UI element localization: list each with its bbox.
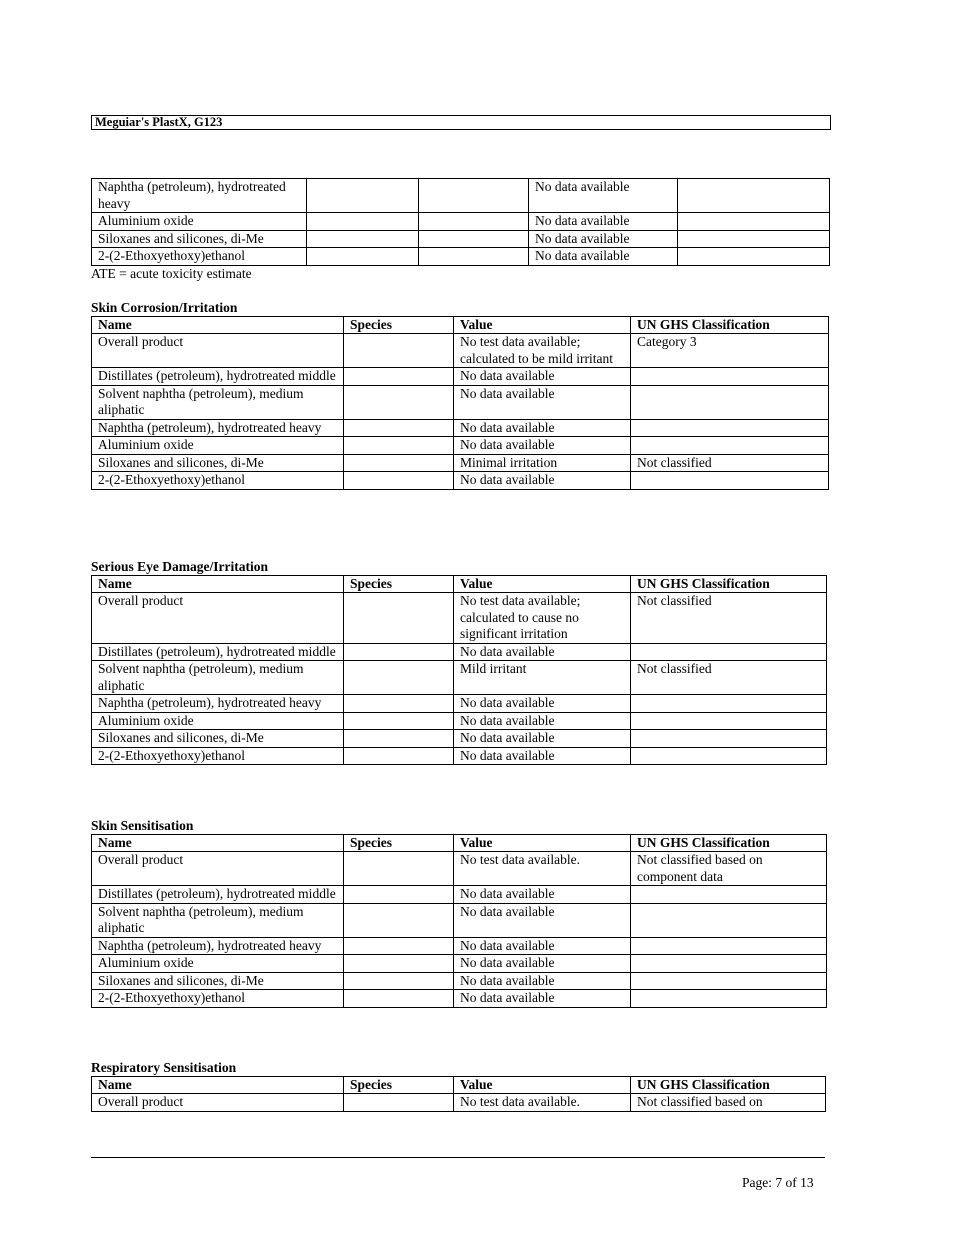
table-cell xyxy=(678,179,830,213)
table-cell: No data available xyxy=(454,972,631,990)
col-header-value: Value xyxy=(454,1077,631,1094)
table-cell: Naphtha (petroleum), hydrotreated heavy xyxy=(92,695,344,713)
table-cell: No data available xyxy=(454,368,631,386)
col-header-ghs: UN GHS Classification xyxy=(631,317,829,334)
table-cell: No data available xyxy=(454,886,631,904)
col-header-species: Species xyxy=(344,317,454,334)
table-cell: Solvent naphtha (petroleum), medium aliphatic xyxy=(92,661,344,695)
table-cell xyxy=(344,972,454,990)
table-cell xyxy=(344,472,454,490)
table-cell: Siloxanes and silicones, di-Me xyxy=(92,972,344,990)
col-header-species: Species xyxy=(344,576,454,593)
table-cell: No data available xyxy=(454,990,631,1008)
table-cell xyxy=(344,747,454,765)
table-header-row xyxy=(92,576,827,593)
table-cell: Distillates (petroleum), hydrotreated middle xyxy=(92,643,344,661)
table-cell: 2-(2-Ethoxyethoxy)ethanol xyxy=(92,472,344,490)
table-row xyxy=(92,472,829,490)
table-cell: Siloxanes and silicones, di-Me xyxy=(92,230,307,248)
col-header-name: Name xyxy=(92,835,344,852)
table-cell: No data available xyxy=(454,695,631,713)
table-cell xyxy=(344,593,454,644)
table-cell: No test data available; calculated to be mild irritant xyxy=(454,334,631,368)
table-cell xyxy=(678,248,830,266)
table-cell: Overall product xyxy=(92,852,344,886)
table-cell: Aluminium oxide xyxy=(92,437,344,455)
table-cell xyxy=(631,385,829,419)
table-row xyxy=(92,972,827,990)
col-header-name: Name xyxy=(92,1077,344,1094)
table-cell: Solvent naphtha (petroleum), medium aliphatic xyxy=(92,385,344,419)
table-cell: Solvent naphtha (petroleum), medium aliphatic xyxy=(92,903,344,937)
table-cell: Minimal irritation xyxy=(454,454,631,472)
table-cell xyxy=(344,695,454,713)
table-cell xyxy=(344,419,454,437)
table-cell xyxy=(419,179,529,213)
table-row xyxy=(92,712,827,730)
table-row xyxy=(92,419,829,437)
table-cell: No data available xyxy=(529,248,678,266)
table-cell: Mild irritant xyxy=(454,661,631,695)
table-cell: Naphtha (petroleum), hydrotreated heavy xyxy=(92,419,344,437)
table-cell xyxy=(344,1094,454,1112)
table-cell xyxy=(344,937,454,955)
skin-sensitisation-table xyxy=(91,834,827,1008)
table-row xyxy=(92,730,827,748)
table-cell: No data available xyxy=(529,179,678,213)
table-row xyxy=(92,903,827,937)
table-cell xyxy=(631,972,827,990)
page-number: Page: 7 of 13 xyxy=(742,1175,814,1190)
table-cell: 2-(2-Ethoxyethoxy)ethanol xyxy=(92,248,307,266)
table-row xyxy=(92,643,827,661)
table-cell: 2-(2-Ethoxyethoxy)ethanol xyxy=(92,990,344,1008)
table-row xyxy=(92,990,827,1008)
table-cell xyxy=(344,712,454,730)
table-row xyxy=(92,368,829,386)
table-cell: 2-(2-Ethoxyethoxy)ethanol xyxy=(92,747,344,765)
table-cell xyxy=(344,730,454,748)
table-cell: No data available xyxy=(529,230,678,248)
table-cell: No data available xyxy=(454,712,631,730)
table-row xyxy=(92,747,827,765)
table-cell xyxy=(631,419,829,437)
table-cell: Overall product xyxy=(92,593,344,644)
table-row xyxy=(92,334,829,368)
document-header xyxy=(91,115,831,130)
table-cell: Siloxanes and silicones, di-Me xyxy=(92,730,344,748)
table-cell xyxy=(307,213,419,231)
table-row xyxy=(92,385,829,419)
table-cell: Not classified xyxy=(631,661,827,695)
table-cell: Overall product xyxy=(92,1094,344,1112)
table-cell xyxy=(678,213,830,231)
table-cell: No data available xyxy=(454,937,631,955)
table-cell xyxy=(678,230,830,248)
table-cell: Not classified based on component data xyxy=(631,852,827,886)
table-row xyxy=(92,886,827,904)
table-cell xyxy=(344,437,454,455)
col-header-ghs: UN GHS Classification xyxy=(631,835,827,852)
table-cell xyxy=(307,230,419,248)
table-row xyxy=(92,437,829,455)
table-cell: No test data available; calculated to cause no significant irritation xyxy=(454,593,631,644)
table-header-row xyxy=(92,835,827,852)
table-cell: Not classified based on xyxy=(631,1094,826,1112)
table-row xyxy=(92,213,830,231)
table-cell xyxy=(631,712,827,730)
table-cell: Distillates (petroleum), hydrotreated middle xyxy=(92,368,344,386)
table-cell xyxy=(307,179,419,213)
footer-divider xyxy=(91,1157,825,1158)
col-header-value: Value xyxy=(454,317,631,334)
table-row xyxy=(92,695,827,713)
section-title-eye-damage: Serious Eye Damage/Irritation xyxy=(91,559,268,574)
col-header-species: Species xyxy=(344,835,454,852)
table-cell xyxy=(344,454,454,472)
table-cell xyxy=(419,230,529,248)
table-cell: No data available xyxy=(454,437,631,455)
table-cell: Naphtha (petroleum), hydrotreated heavy xyxy=(92,179,307,213)
table-row xyxy=(92,179,830,213)
col-header-ghs: UN GHS Classification xyxy=(631,1077,826,1094)
table-cell: No data available xyxy=(454,955,631,973)
table-cell xyxy=(344,990,454,1008)
table-cell: Aluminium oxide xyxy=(92,213,307,231)
table-row xyxy=(92,937,827,955)
resp-sensitisation-table xyxy=(91,1076,826,1112)
table-cell xyxy=(631,472,829,490)
table-cell: No data available xyxy=(454,385,631,419)
col-header-value: Value xyxy=(454,576,631,593)
table-cell xyxy=(344,368,454,386)
col-header-name: Name xyxy=(92,576,344,593)
table-cell: Aluminium oxide xyxy=(92,955,344,973)
table-row xyxy=(92,248,830,266)
col-header-species: Species xyxy=(344,1077,454,1094)
table-cell xyxy=(344,334,454,368)
table-cell: Naphtha (petroleum), hydrotreated heavy xyxy=(92,937,344,955)
table-cell xyxy=(631,955,827,973)
table-row xyxy=(92,1094,826,1112)
table-cell: No test data available. xyxy=(454,852,631,886)
ate-note: ATE = acute toxicity estimate xyxy=(91,266,252,281)
table-cell xyxy=(631,903,827,937)
table-cell xyxy=(419,248,529,266)
table-cell xyxy=(631,937,827,955)
acute-toxicity-table xyxy=(91,178,830,266)
col-header-value: Value xyxy=(454,835,631,852)
table-cell: No data available xyxy=(454,903,631,937)
table-cell: No data available xyxy=(454,419,631,437)
table-cell: No data available xyxy=(454,643,631,661)
table-cell xyxy=(344,643,454,661)
col-header-name: Name xyxy=(92,317,344,334)
table-cell xyxy=(344,955,454,973)
table-cell: Category 3 xyxy=(631,334,829,368)
table-cell xyxy=(344,903,454,937)
table-cell: Not classified xyxy=(631,593,827,644)
table-cell: No data available xyxy=(529,213,678,231)
table-cell xyxy=(631,437,829,455)
table-cell xyxy=(631,368,829,386)
table-cell xyxy=(631,730,827,748)
table-cell: No data available xyxy=(454,730,631,748)
table-cell: No test data available. xyxy=(454,1094,631,1112)
table-cell xyxy=(419,213,529,231)
table-cell xyxy=(631,695,827,713)
table-cell: No data available xyxy=(454,472,631,490)
table-cell: Distillates (petroleum), hydrotreated middle xyxy=(92,886,344,904)
table-header-row xyxy=(92,317,829,334)
table-cell xyxy=(631,747,827,765)
table-cell: Not classified xyxy=(631,454,829,472)
table-row xyxy=(92,852,827,886)
table-cell xyxy=(344,385,454,419)
table-cell xyxy=(631,886,827,904)
table-row xyxy=(92,230,830,248)
table-cell: Siloxanes and silicones, di-Me xyxy=(92,454,344,472)
table-cell xyxy=(344,852,454,886)
table-cell: Aluminium oxide xyxy=(92,712,344,730)
skin-corrosion-table xyxy=(91,316,829,490)
table-row xyxy=(92,593,827,644)
table-cell xyxy=(631,643,827,661)
table-cell xyxy=(344,661,454,695)
col-header-ghs: UN GHS Classification xyxy=(631,576,827,593)
table-row xyxy=(92,454,829,472)
table-row xyxy=(92,955,827,973)
table-cell xyxy=(631,990,827,1008)
section-title-resp-sensitisation: Respiratory Sensitisation xyxy=(91,1060,237,1075)
section-title-skin-sensitisation: Skin Sensitisation xyxy=(91,818,194,833)
table-cell: No data available xyxy=(454,747,631,765)
table-row xyxy=(92,661,827,695)
table-header-row xyxy=(92,1077,826,1094)
table-cell: Overall product xyxy=(92,334,344,368)
table-cell xyxy=(307,248,419,266)
table-cell xyxy=(344,886,454,904)
section-title-skin-corrosion: Skin Corrosion/Irritation xyxy=(91,300,238,315)
eye-damage-table xyxy=(91,575,827,765)
product-name: Meguiar's PlastX, G123 xyxy=(95,115,223,129)
